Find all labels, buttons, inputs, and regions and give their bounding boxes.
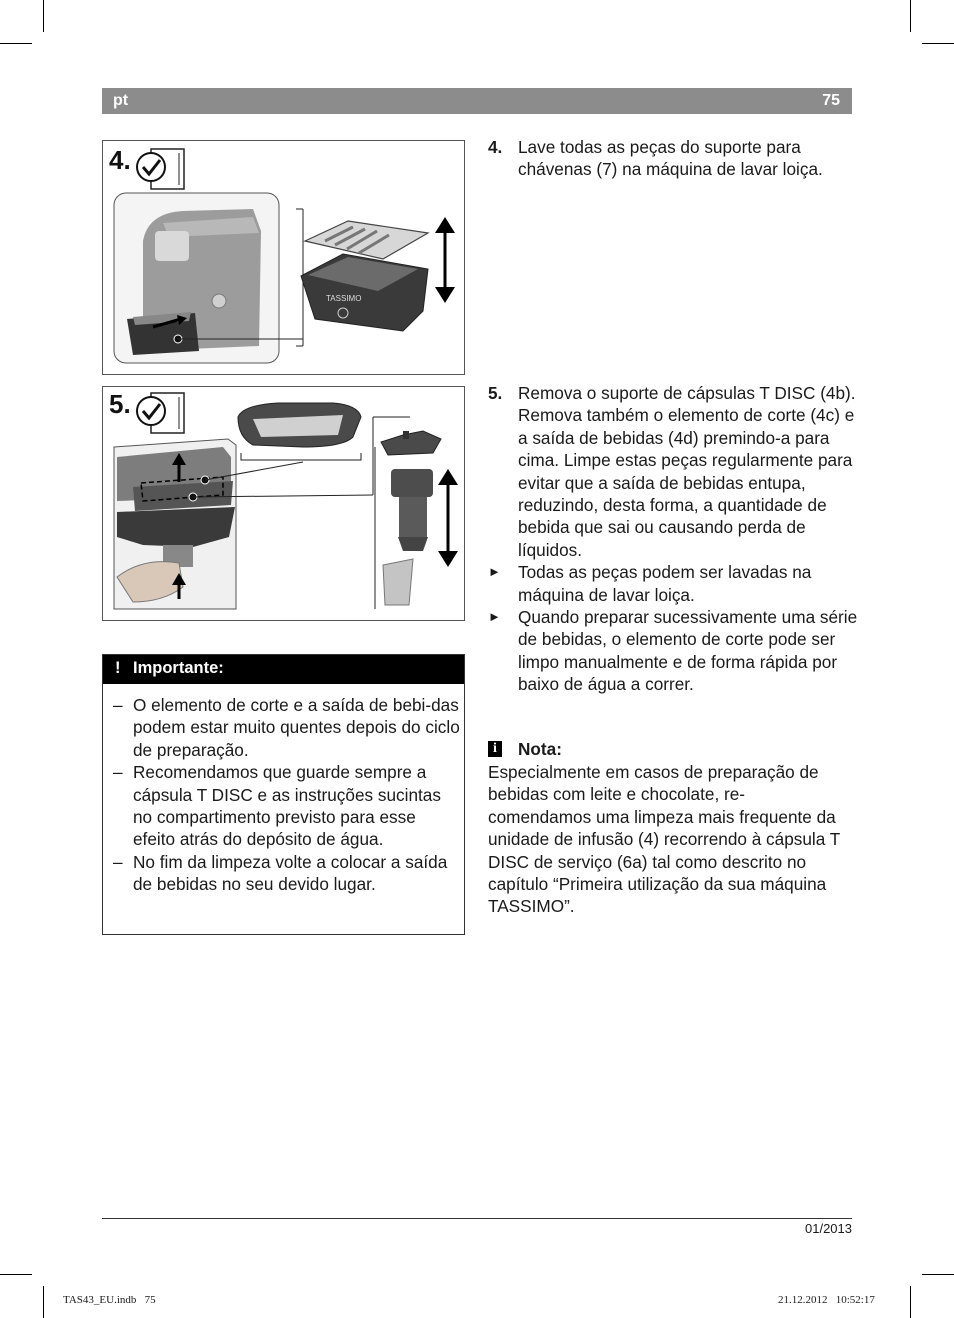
bullet-arrow-icon: ► (488, 564, 501, 580)
bullet-item (488, 606, 858, 696)
crop-mark (910, 1286, 911, 1318)
crop-mark (910, 0, 911, 32)
bullet-text: Todas as peças podem ser lavadas na máquina de lavar loiça. (518, 562, 812, 605)
double-arrow-icon (438, 469, 458, 567)
step-number: 5. (488, 383, 503, 403)
crop-mark (43, 1286, 44, 1318)
beverage-outlet-image (383, 469, 433, 605)
language-code: pt (113, 92, 129, 109)
bullet-text: Quando preparar sucessivamente uma série de bebidas, o elemento de corte pode ser limpo manualmente e de forma rápida por baixo de água a correr. (518, 607, 858, 695)
step-5 (488, 382, 858, 696)
step-4 (488, 136, 858, 181)
coffee-machine-image (114, 193, 279, 363)
bullet-arrow-icon: ► (488, 609, 501, 625)
drip-tray-image (301, 221, 428, 331)
dishwasher-check-icon (137, 393, 184, 433)
slug-left: TAS43_EU.indb 75 (63, 1294, 156, 1306)
crop-mark (922, 43, 954, 44)
important-title: Importante: (133, 659, 224, 677)
important-box (102, 654, 465, 935)
figure-4-illustration (103, 141, 464, 374)
crop-mark (43, 0, 44, 32)
list-item: – No fim da limpeza volte a colocar a saída de bebidas no seu devido lugar. (113, 851, 448, 895)
bullet-item (488, 561, 858, 606)
figure-number: 5. (109, 389, 131, 419)
double-arrow-icon (435, 217, 455, 303)
footer-divider (102, 1218, 852, 1219)
step-text: Remova o suporte de cápsulas T DISC (4b). Remova também o elemento de corte (4c) e a saída de bebidas (4d) premindo-a para cima. Limpe estas peças regularmente para evitar que a saída de bebidas entupa, reduzindo, desta forma, a quantidade de bebida que sai ou causando perda de líquidos. (518, 383, 856, 560)
crop-mark (0, 1274, 32, 1275)
warning-icon: ! (115, 659, 121, 677)
piercing-element-image (381, 431, 441, 455)
footer-date: 01/2013 (805, 1221, 852, 1236)
tdisc-holder-image (238, 403, 361, 447)
figure-number: 4. (109, 145, 131, 175)
list-item: – Recomendamos que guarde sempre a cápsula T DISC e as instruções sucintas no compartimento previsto para esse efeito atrás do depósito de água. (113, 762, 441, 850)
page-number: 75 (822, 92, 840, 109)
important-list (113, 694, 461, 896)
list-item: – O elemento de corte e a saída de bebi-das podem estar muito quentes depois do ciclo de preparação. (113, 695, 460, 760)
important-header (103, 655, 464, 684)
crop-mark (0, 43, 32, 44)
crop-mark (922, 1274, 954, 1275)
dishwasher-check-icon (137, 149, 184, 189)
slug-right: 21.12.2012 10:52:17 (778, 1294, 875, 1306)
note-text: Especialmente em casos de preparação de bebidas com leite e chocolate, re-comendamos uma limpeza mais frequente da unidade de infusão (4) recorrendo à cápsula T DISC de serviço (6a) tal como descrito no capítulo “Primeira utilização da sua máquina TASSIMO”. (488, 762, 840, 917)
info-icon: i (488, 741, 502, 757)
figure-step-5 (102, 386, 465, 621)
page-header (102, 88, 852, 114)
note-title: Nota: (518, 739, 562, 759)
step-number: 4. (488, 137, 503, 157)
step-text: Lave todas as peças do suporte para chávenas (7) na máquina de lavar loiça. (518, 137, 823, 180)
figure-step-4 (102, 140, 465, 375)
tassimo-logo-text: TASSIMO (326, 294, 362, 303)
figure-5-illustration (103, 387, 464, 620)
